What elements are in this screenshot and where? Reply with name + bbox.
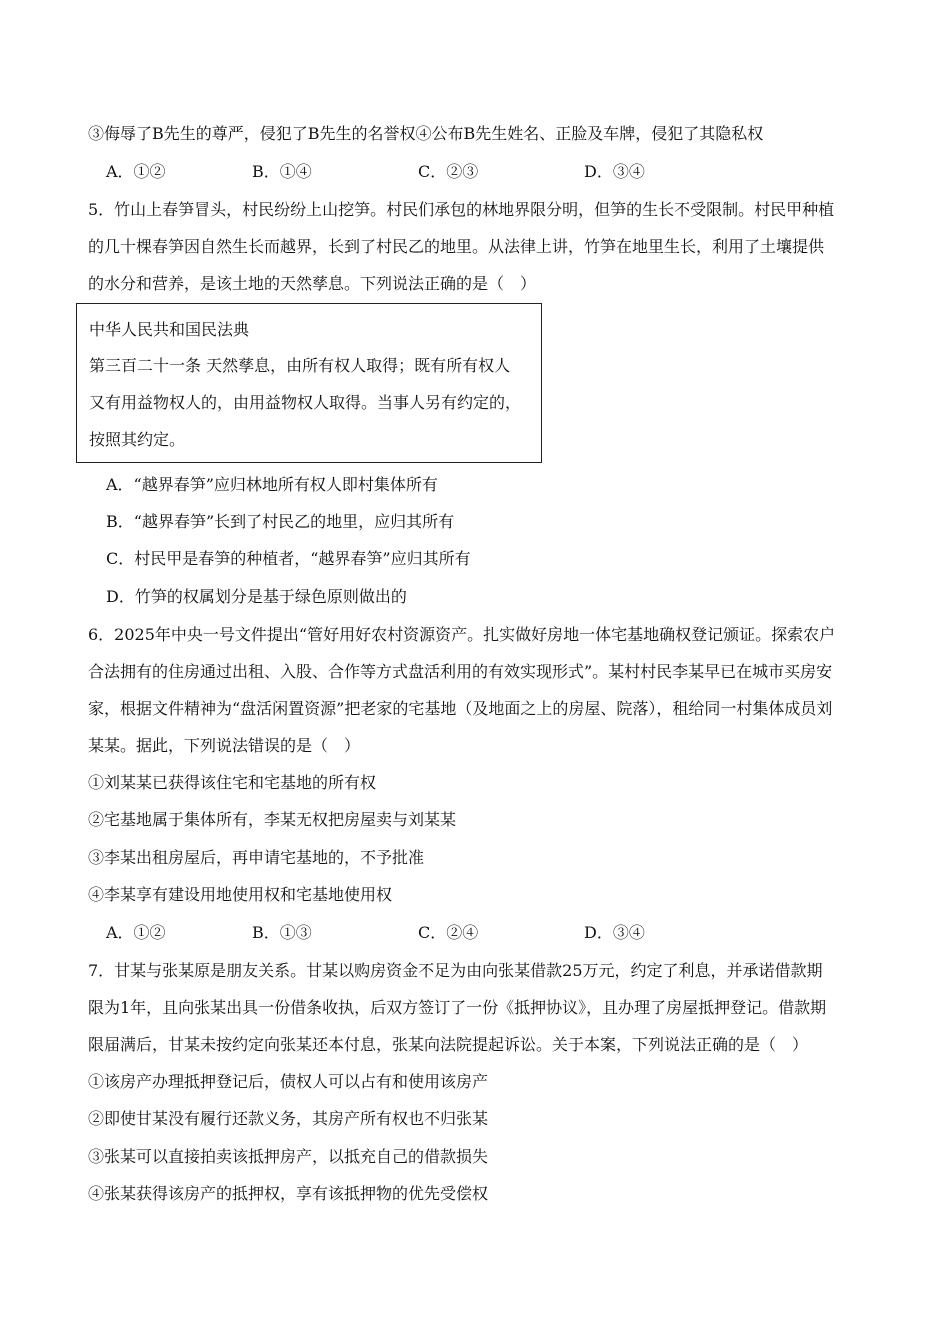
q4-option-c[interactable]: C．②③ [418, 162, 479, 181]
q4-statement-line: ③侮辱了B先生的尊严，侵犯了B先生的名誉权④公布B先生姓名、正脸及车牌，侵犯了其隐私权 [88, 124, 764, 143]
q5-option-a[interactable]: A．“越界春笋”应归林地所有权人即村集体所有 [106, 475, 438, 494]
q4-option-b[interactable]: B．①④ [252, 162, 312, 181]
q6-stem-line-2: 合法拥有的住房通过出租、入股、合作等方式盘活利用的有效实现形式”。某村村民李某早已在城市买房安 [88, 662, 833, 681]
law-title: 中华人民共和国民法典 [89, 320, 250, 339]
q6-option-a[interactable]: A．①② [106, 923, 166, 942]
q4-options [106, 162, 866, 182]
q7-stem-line-2: 限为1年，且向张某出具一份借条收执，后双方签订了一份《抵押协议》，且办理了房屋抵押登记。借款期 [88, 998, 827, 1017]
q6-stem-line-4: 某某。据此，下列说法错误的是（ ） [88, 736, 361, 755]
q7-statement-4: ④张某获得该房产的抵押权，享有该抵押物的优先受偿权 [88, 1184, 489, 1203]
q5-stem-line-2: 的几十棵春笋因自然生长而越界，长到了村民乙的地里。从法律上讲，竹笋在地里生长，利用了土壤提供 [88, 237, 825, 256]
q6-options [106, 923, 866, 943]
q6-option-d[interactable]: D．③④ [584, 923, 645, 942]
q7-stem-line-3: 限届满后，甘某未按约定向张某还本付息，张某向法院提起诉讼。关于本案，下列说法正确的是（ ） [88, 1035, 809, 1054]
q7-statement-1: ①该房产办理抵押登记后，债权人可以占有和使用该房产 [88, 1072, 489, 1091]
q6-statement-1: ①刘某某已获得该住宅和宅基地的所有权 [88, 773, 377, 792]
civil-code-excerpt-box [76, 303, 542, 463]
law-line-3: 按照其约定。 [89, 430, 186, 449]
q7-statement-3: ③张某可以直接拍卖该抵押房产，以抵充自己的借款损失 [88, 1147, 489, 1166]
q6-statement-2: ②宅基地属于集体所有，李某无权把房屋卖与刘某某 [88, 810, 457, 829]
q6-option-b[interactable]: B．①③ [252, 923, 312, 942]
q6-statement-4: ④李某享有建设用地使用权和宅基地使用权 [88, 885, 393, 904]
law-line-2: 又有用益物权人的，由用益物权人取得。当事人另有约定的， [89, 393, 522, 412]
q6-option-c[interactable]: C．②④ [418, 923, 479, 942]
q7-stem-line-1: 7．甘某与张某原是朋友关系。甘某以购房资金不足为由向张某借款25万元，约定了利息，并承诺借款期 [88, 961, 823, 980]
q5-option-b[interactable]: B．“越界春笋”长到了村民乙的地里，应归其所有 [106, 512, 455, 531]
q5-stem-line-1: 5．竹山上春笋冒头，村民纷纷上山挖笋。村民们承包的林地界限分明，但笋的生长不受限制。村民甲种植 [88, 200, 835, 219]
q7-statement-2: ②即使甘某没有履行还款义务，其房产所有权也不归张某 [88, 1109, 489, 1128]
q6-stem-line-1: 6．2025年中央一号文件提出“管好用好农村资源资产。扎实做好房地一体宅基地确权登记颁证。探索农户 [88, 625, 836, 644]
q5-option-d[interactable]: D．竹笋的权属划分是基于绿色原则做出的 [106, 587, 407, 606]
q4-option-a[interactable]: A．①② [106, 162, 166, 181]
q5-option-c[interactable]: C．村民甲是春笋的种植者，“越界春笋”应归其所有 [106, 549, 471, 568]
q6-statement-3: ③李某出租房屋后，再申请宅基地的，不予批准 [88, 848, 425, 867]
q6-stem-line-3: 家，根据文件精神为“盘活闲置资源”把老家的宅基地（及地面之上的房屋、院落），租给同一村集体成员刘 [88, 699, 833, 718]
q4-option-d[interactable]: D．③④ [584, 162, 645, 181]
law-line-1: 第三百二十一条 天然孳息，由所有权人取得；既有所有权人 [89, 356, 511, 375]
q5-stem-line-3: 的水分和营养，是该土地的天然孳息。下列说法正确的是（ ） [88, 274, 537, 293]
